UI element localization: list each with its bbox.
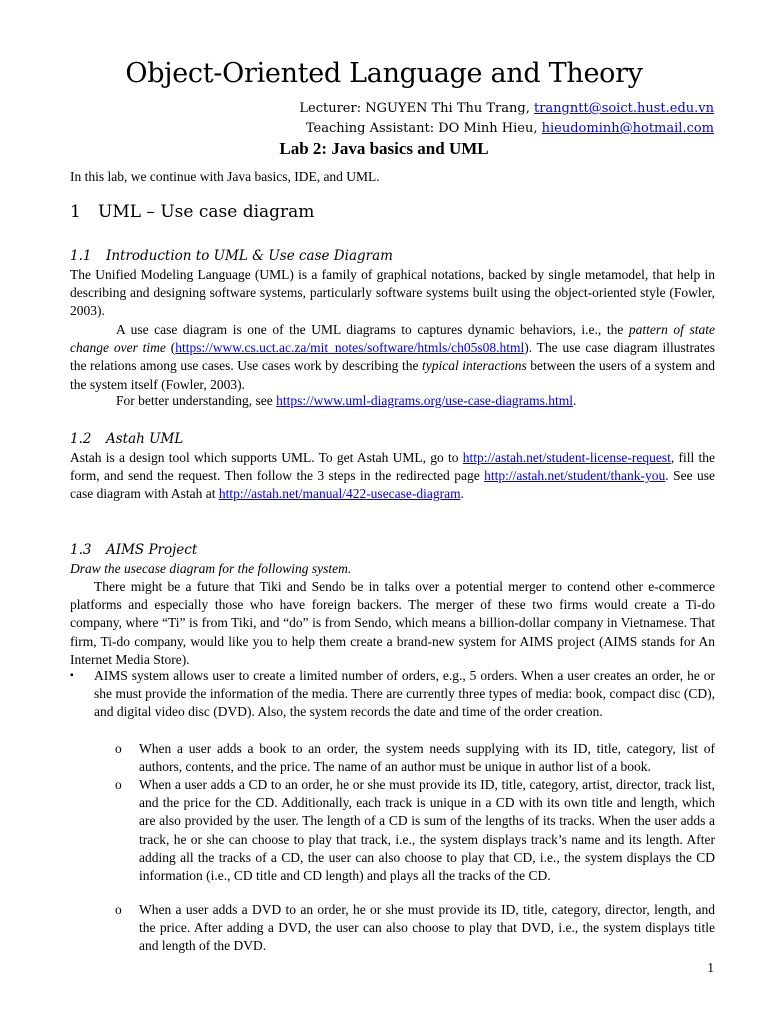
text-run: Astah is a design tool which supports UML. To get Astah UML, go to [70,450,463,465]
text-run: A use case diagram is one of the UML diagrams to captures dynamic behaviors, i.e., the [116,322,629,337]
section-title: UML – Use case diagram [98,202,315,222]
subsection-number: 1.2 [70,431,92,447]
list-item [115,776,715,885]
subsection-1-3-heading [70,541,197,559]
ti-do-paragraph: There might be a future that Tiki and Sendo be in talks over a potential merger to contend other e-commerce platforms and especially those who have foreign backers. The merger of these two firms would create a Ti-do company, where “Ti” is from Tiki, and “do” is from Sendo, which means a billion-dollar company in Vietnamese. That firm, Ti-do company, would like you to help them create a brand-new system for AIMS project (AIMS stands for An Internet Media Store). [70,579,715,667]
circle-bullet-icon: o [115,741,122,756]
section-number: 1 [70,202,81,222]
subsection-1-2-heading [70,430,183,448]
astah-paragraph [70,449,715,504]
uml-diagrams-link[interactable]: https://www.uml-diagrams.org/use-case-diagrams.html [276,393,574,408]
lecturer-line [299,100,714,118]
astah-manual-link[interactable]: http://astah.net/manual/422-usecase-diagram [218,486,461,502]
subsection-number: 1.1 [70,248,92,264]
subsection-number: 1.3 [70,542,92,558]
list-item [70,667,715,722]
sub-bullet-text: When a user adds a DVD to an order, he or she must provide its ID, title, category, director, length, and the price. After adding a DVD, the user can also choose to play that DVD, i.e., the system displays title and length of the DVD. [139,902,715,954]
lab-title: Lab 2: Java basics and UML [279,139,489,158]
use-case-paragraph [70,321,715,394]
better-understanding-paragraph [70,392,715,410]
text-run: ( [165,340,176,356]
ta-label: Teaching Assistant: DO Minh Hieu, [305,121,542,136]
ta-email-link[interactable]: hieudominh@hotmail.com [541,121,714,136]
astah-thank-you-link[interactable]: http://astah.net/student/thank-you [484,468,666,484]
emphasis-text: typical interactions [421,358,527,374]
astah-license-link[interactable]: http://astah.net/student-license-request [462,450,671,465]
bullet-icon: ▪ [70,670,74,681]
page-number: 1 [707,960,714,975]
text-run: between the users of a system and the system itself (Fowler, 2003). [70,358,715,392]
subsection-1-1-heading [70,247,393,265]
circle-bullet-icon: o [115,777,122,792]
sub-bullet-text: When a user adds a CD to an order, he or she must provide its ID, title, category, artist, director, track list, and the price for the CD. Additionally, each track is unique in a CD with its own title and length, which are also provided by the user. The length of a CD is sum of the lengths of its tracks. When the user adds a track, he or she can choose to play that track, i.e., the system displays track’s name and its length. After adding all the tracks of a CD, the user can also choose to play that CD, i.e., the system displays the CD information (i.e., CD title and CD length) and plays all the tracks of the CD. [139,777,715,884]
text-run: . [460,486,465,502]
section-1-heading [70,201,314,223]
list-item [115,740,715,776]
document-title: Object-Oriented Language and Theory [125,58,643,89]
sub-bullet-text: When a user adds a book to an order, the system needs supplying with its ID, title, category, list of authors, contents, and the price. The name of an author must be unique in author list of a book. [139,741,715,775]
circle-bullet-icon: o [115,902,122,917]
subsection-title: Introduction to UML & Use case Diagram [106,248,393,264]
subsection-title: AIMS Project [106,542,198,558]
emphasis-text: pattern of state change over time [70,322,715,356]
text-run: , fill the form, and send the request. Then follow the 3 steps in the redirected page [70,450,715,484]
bullet-text: AIMS system allows user to create a limited number of orders, e.g., 5 orders. When a user creates an order, he or she must provide the information of the media. There are currently three types of media: book, compact disc (CD), and digital video disc (DVD). Also, the system records the date and time of the order creation. [94,668,715,720]
lecturer-label: Lecturer: NGUYEN Thi Thu Trang, [299,101,534,116]
uct-notes-link[interactable]: https://www.cs.uct.ac.za/mit_notes/software/htmls/ch05s08.html [175,340,525,356]
text-run: . [573,393,577,408]
list-item [115,901,715,956]
lecturer-email-link[interactable]: trangntt@soict.hust.edu.vn [533,101,714,116]
teaching-assistant-line [306,120,714,138]
text-run: For better understanding, see [116,393,277,408]
text-run: ). The use case diagram illustrates the relations among use cases. Use cases work by describing the [70,340,715,374]
instruction-text: Draw the usecase diagram for the following system. [70,561,352,576]
uml-definition-paragraph: The Unified Modeling Language (UML) is a family of graphical notations, backed by single metamodel, that help in describing and designing software systems, particularly software systems built using the object-oriented style (Fowler, 2003). [70,267,715,319]
intro-paragraph: In this lab, we continue with Java basics, IDE, and UML. [70,169,380,184]
text-run: . See use case diagram with Astah at [70,468,715,502]
subsection-title: Astah UML [106,431,184,447]
